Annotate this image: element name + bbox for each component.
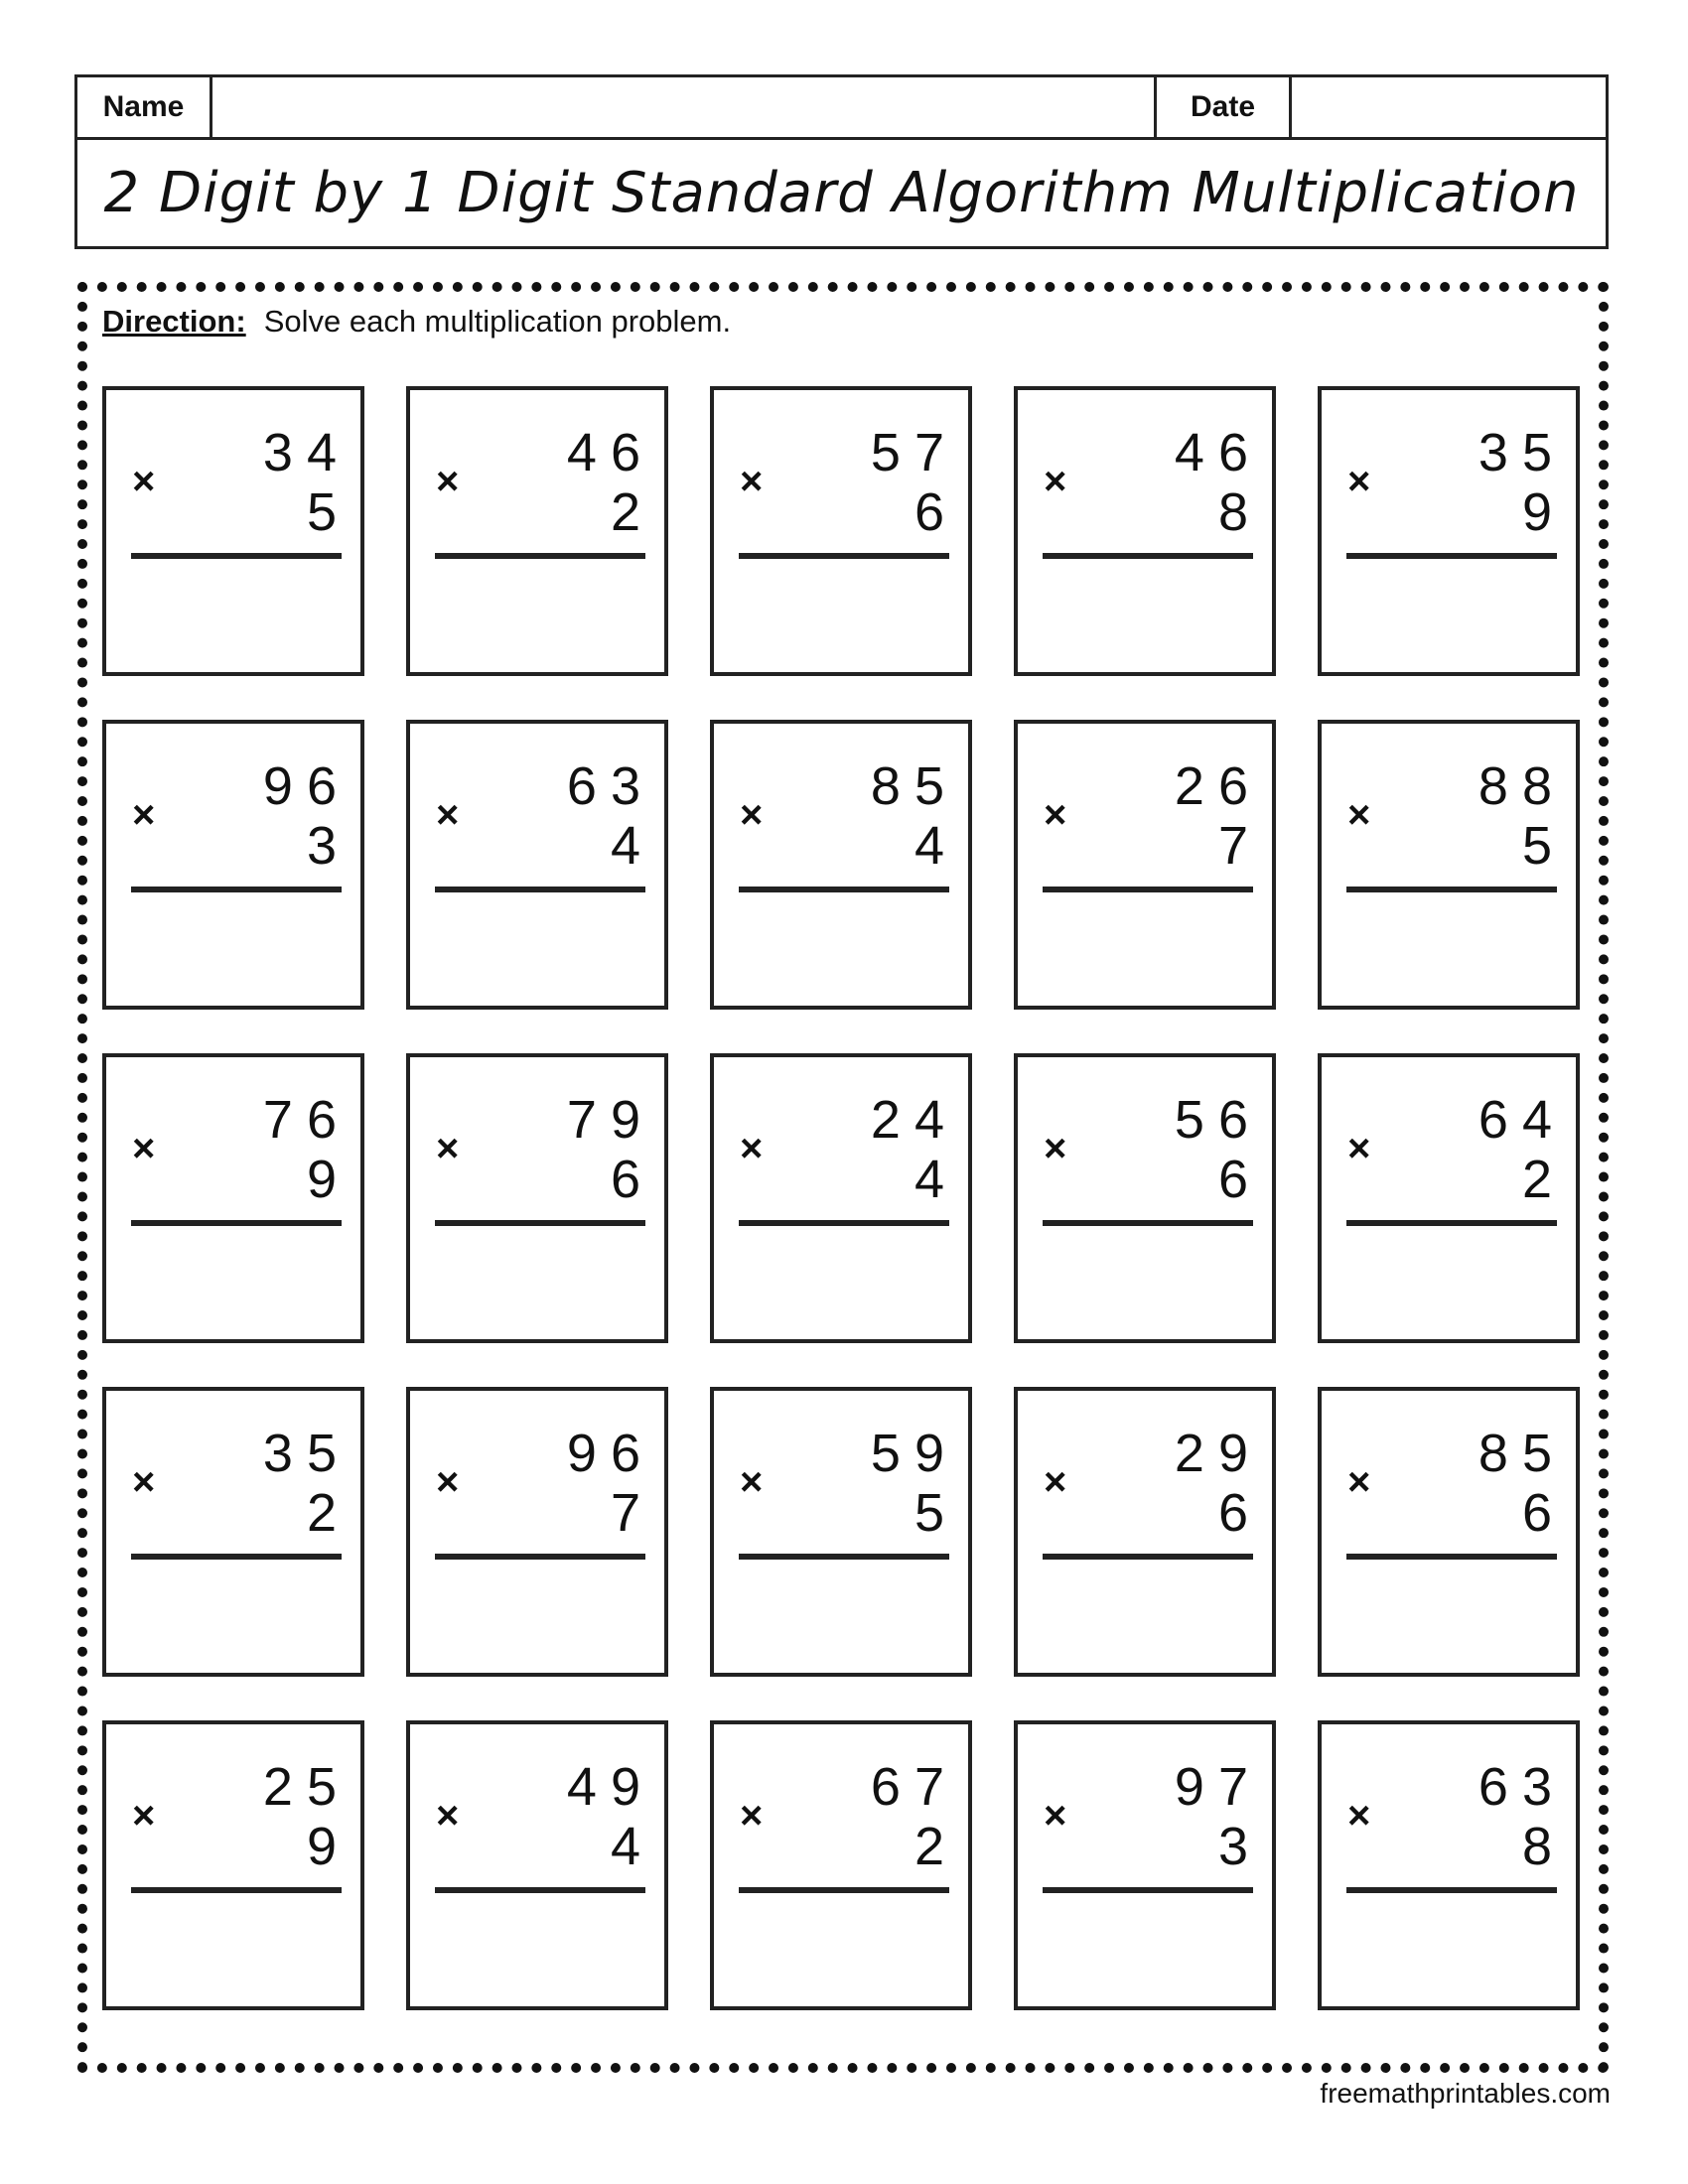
multiplier: 4 (610, 1817, 640, 1876)
multiplicand: 63 (566, 756, 654, 816)
problem-card[interactable] (1014, 1053, 1276, 1343)
multiply-sign: × (1347, 1794, 1371, 1838)
problem-card[interactable] (102, 386, 364, 676)
problem-card[interactable] (406, 386, 668, 676)
answer-line (739, 1220, 949, 1226)
problem-card[interactable] (710, 1720, 972, 2010)
problem-card[interactable] (1014, 386, 1276, 676)
answer-line (739, 1554, 949, 1560)
multiply-sign: × (1044, 1794, 1067, 1838)
multiply-sign: × (132, 460, 156, 503)
multiplier: 4 (914, 1150, 944, 1209)
answer-line (1346, 1220, 1557, 1226)
multiply-sign: × (436, 793, 460, 837)
multiplier: 8 (1217, 482, 1248, 542)
problem-card[interactable] (1318, 386, 1580, 676)
multiplier: 3 (1217, 1817, 1248, 1876)
multiplier: 9 (306, 1817, 337, 1876)
date-field[interactable] (1292, 77, 1606, 137)
problem-card[interactable] (406, 1053, 668, 1343)
multiplicand: 76 (262, 1090, 351, 1150)
multiply-sign: × (132, 1127, 156, 1170)
answer-line (435, 553, 645, 559)
multiplicand: 35 (262, 1424, 351, 1483)
answer-line (739, 887, 949, 892)
multiplier: 2 (1521, 1150, 1552, 1209)
multiplicand: 96 (262, 756, 351, 816)
multiplier: 3 (306, 816, 337, 876)
multiplier: 2 (306, 1483, 337, 1543)
problem-card[interactable] (1014, 720, 1276, 1010)
multiply-sign: × (436, 1127, 460, 1170)
problem-card[interactable] (102, 1720, 364, 2010)
answer-line (739, 553, 949, 559)
multiplier: 6 (1217, 1150, 1248, 1209)
multiply-sign: × (1347, 793, 1371, 837)
answer-line (1043, 887, 1253, 892)
answer-line (435, 1887, 645, 1893)
answer-line (435, 1554, 645, 1560)
multiplicand: 26 (1174, 756, 1262, 816)
multiplicand: 46 (1174, 423, 1262, 482)
multiply-sign: × (132, 793, 156, 837)
answer-line (435, 887, 645, 892)
answer-line (131, 1554, 342, 1560)
multiplier: 6 (1521, 1483, 1552, 1543)
answer-line (1043, 1554, 1253, 1560)
multiply-sign: × (436, 460, 460, 503)
multiplier: 6 (610, 1150, 640, 1209)
multiplicand: 85 (1477, 1424, 1566, 1483)
answer-line (131, 887, 342, 892)
multiply-sign: × (740, 460, 764, 503)
problem-card[interactable] (1014, 1387, 1276, 1677)
multiply-sign: × (1044, 1127, 1067, 1170)
answer-line (1043, 1220, 1253, 1226)
multiplicand: 88 (1477, 756, 1566, 816)
answer-line (1043, 1887, 1253, 1893)
multiplicand: 34 (262, 423, 351, 482)
answer-line (1346, 553, 1557, 559)
direction-text: Solve each multiplication problem. (263, 304, 732, 339)
multiply-sign: × (740, 793, 764, 837)
multiplier: 4 (914, 816, 944, 876)
multiplier: 7 (1217, 816, 1248, 876)
multiplier: 5 (306, 482, 337, 542)
multiplier: 2 (610, 482, 640, 542)
problem-card[interactable] (710, 386, 972, 676)
problem-card[interactable] (406, 720, 668, 1010)
multiplicand: 67 (870, 1757, 958, 1817)
multiplicand: 57 (870, 423, 958, 482)
problem-card[interactable] (406, 1387, 668, 1677)
name-date-row (77, 77, 1606, 140)
multiplier: 2 (914, 1817, 944, 1876)
multiply-sign: × (1044, 793, 1067, 837)
direction-label: Direction: (102, 304, 246, 339)
multiplicand: 59 (870, 1424, 958, 1483)
multiply-sign: × (1347, 1460, 1371, 1504)
answer-line (739, 1887, 949, 1893)
multiplicand: 56 (1174, 1090, 1262, 1150)
answer-line (131, 1220, 342, 1226)
multiply-sign: × (1044, 1460, 1067, 1504)
multiply-sign: × (436, 1794, 460, 1838)
problem-card[interactable] (1014, 1720, 1276, 2010)
multiplicand: 63 (1477, 1757, 1566, 1817)
problem-card[interactable] (102, 1053, 364, 1343)
answer-line (1346, 1887, 1557, 1893)
multiplicand: 35 (1477, 423, 1566, 482)
site-footer: freemathprintables.com (1320, 2078, 1611, 2109)
multiplicand: 96 (566, 1424, 654, 1483)
multiplicand: 29 (1174, 1424, 1262, 1483)
multiplicand: 64 (1477, 1090, 1566, 1150)
multiplicand: 79 (566, 1090, 654, 1150)
answer-line (1043, 553, 1253, 559)
multiply-sign: × (1347, 1127, 1371, 1170)
multiplier: 6 (1217, 1483, 1248, 1543)
multiply-sign: × (1347, 460, 1371, 503)
multiply-sign: × (740, 1794, 764, 1838)
multiply-sign: × (1044, 460, 1067, 503)
answer-line (1346, 887, 1557, 892)
problem-card[interactable] (102, 720, 364, 1010)
name-label: Name (77, 77, 212, 137)
multiplier: 5 (1521, 816, 1552, 876)
name-field[interactable] (212, 77, 1157, 137)
multiplicand: 85 (870, 756, 958, 816)
problem-card[interactable] (1318, 1387, 1580, 1677)
multiplier: 8 (1521, 1817, 1552, 1876)
multiplier: 4 (610, 816, 640, 876)
answer-line (131, 553, 342, 559)
answer-line (131, 1887, 342, 1893)
multiply-sign: × (132, 1460, 156, 1504)
multiply-sign: × (132, 1794, 156, 1838)
multiply-sign: × (740, 1127, 764, 1170)
answer-line (1346, 1554, 1557, 1560)
multiplier: 9 (306, 1150, 337, 1209)
multiplicand: 24 (870, 1090, 958, 1150)
problem-card[interactable] (710, 1387, 972, 1677)
problem-card[interactable] (406, 1720, 668, 2010)
multiplier: 7 (610, 1483, 640, 1543)
problem-card[interactable] (710, 1053, 972, 1343)
worksheet-title: 2 Digit by 1 Digit Standard Algorithm Multiplication (103, 161, 1580, 225)
multiplicand: 25 (262, 1757, 351, 1817)
date-label: Date (1157, 77, 1292, 137)
multiplicand: 97 (1174, 1757, 1262, 1817)
worksheet-header (74, 74, 1609, 249)
multiplier: 9 (1521, 482, 1552, 542)
problem-card[interactable] (710, 720, 972, 1010)
multiplicand: 49 (566, 1757, 654, 1817)
multiplicand: 46 (566, 423, 654, 482)
problem-card[interactable] (102, 1387, 364, 1677)
answer-line (435, 1220, 645, 1226)
multiply-sign: × (436, 1460, 460, 1504)
multiply-sign: × (740, 1460, 764, 1504)
problem-card[interactable] (1318, 720, 1580, 1010)
problem-card[interactable] (1318, 1053, 1580, 1343)
multiplier: 6 (914, 482, 944, 542)
direction (102, 304, 731, 340)
problem-card[interactable] (1318, 1720, 1580, 2010)
multiplier: 5 (914, 1483, 944, 1543)
